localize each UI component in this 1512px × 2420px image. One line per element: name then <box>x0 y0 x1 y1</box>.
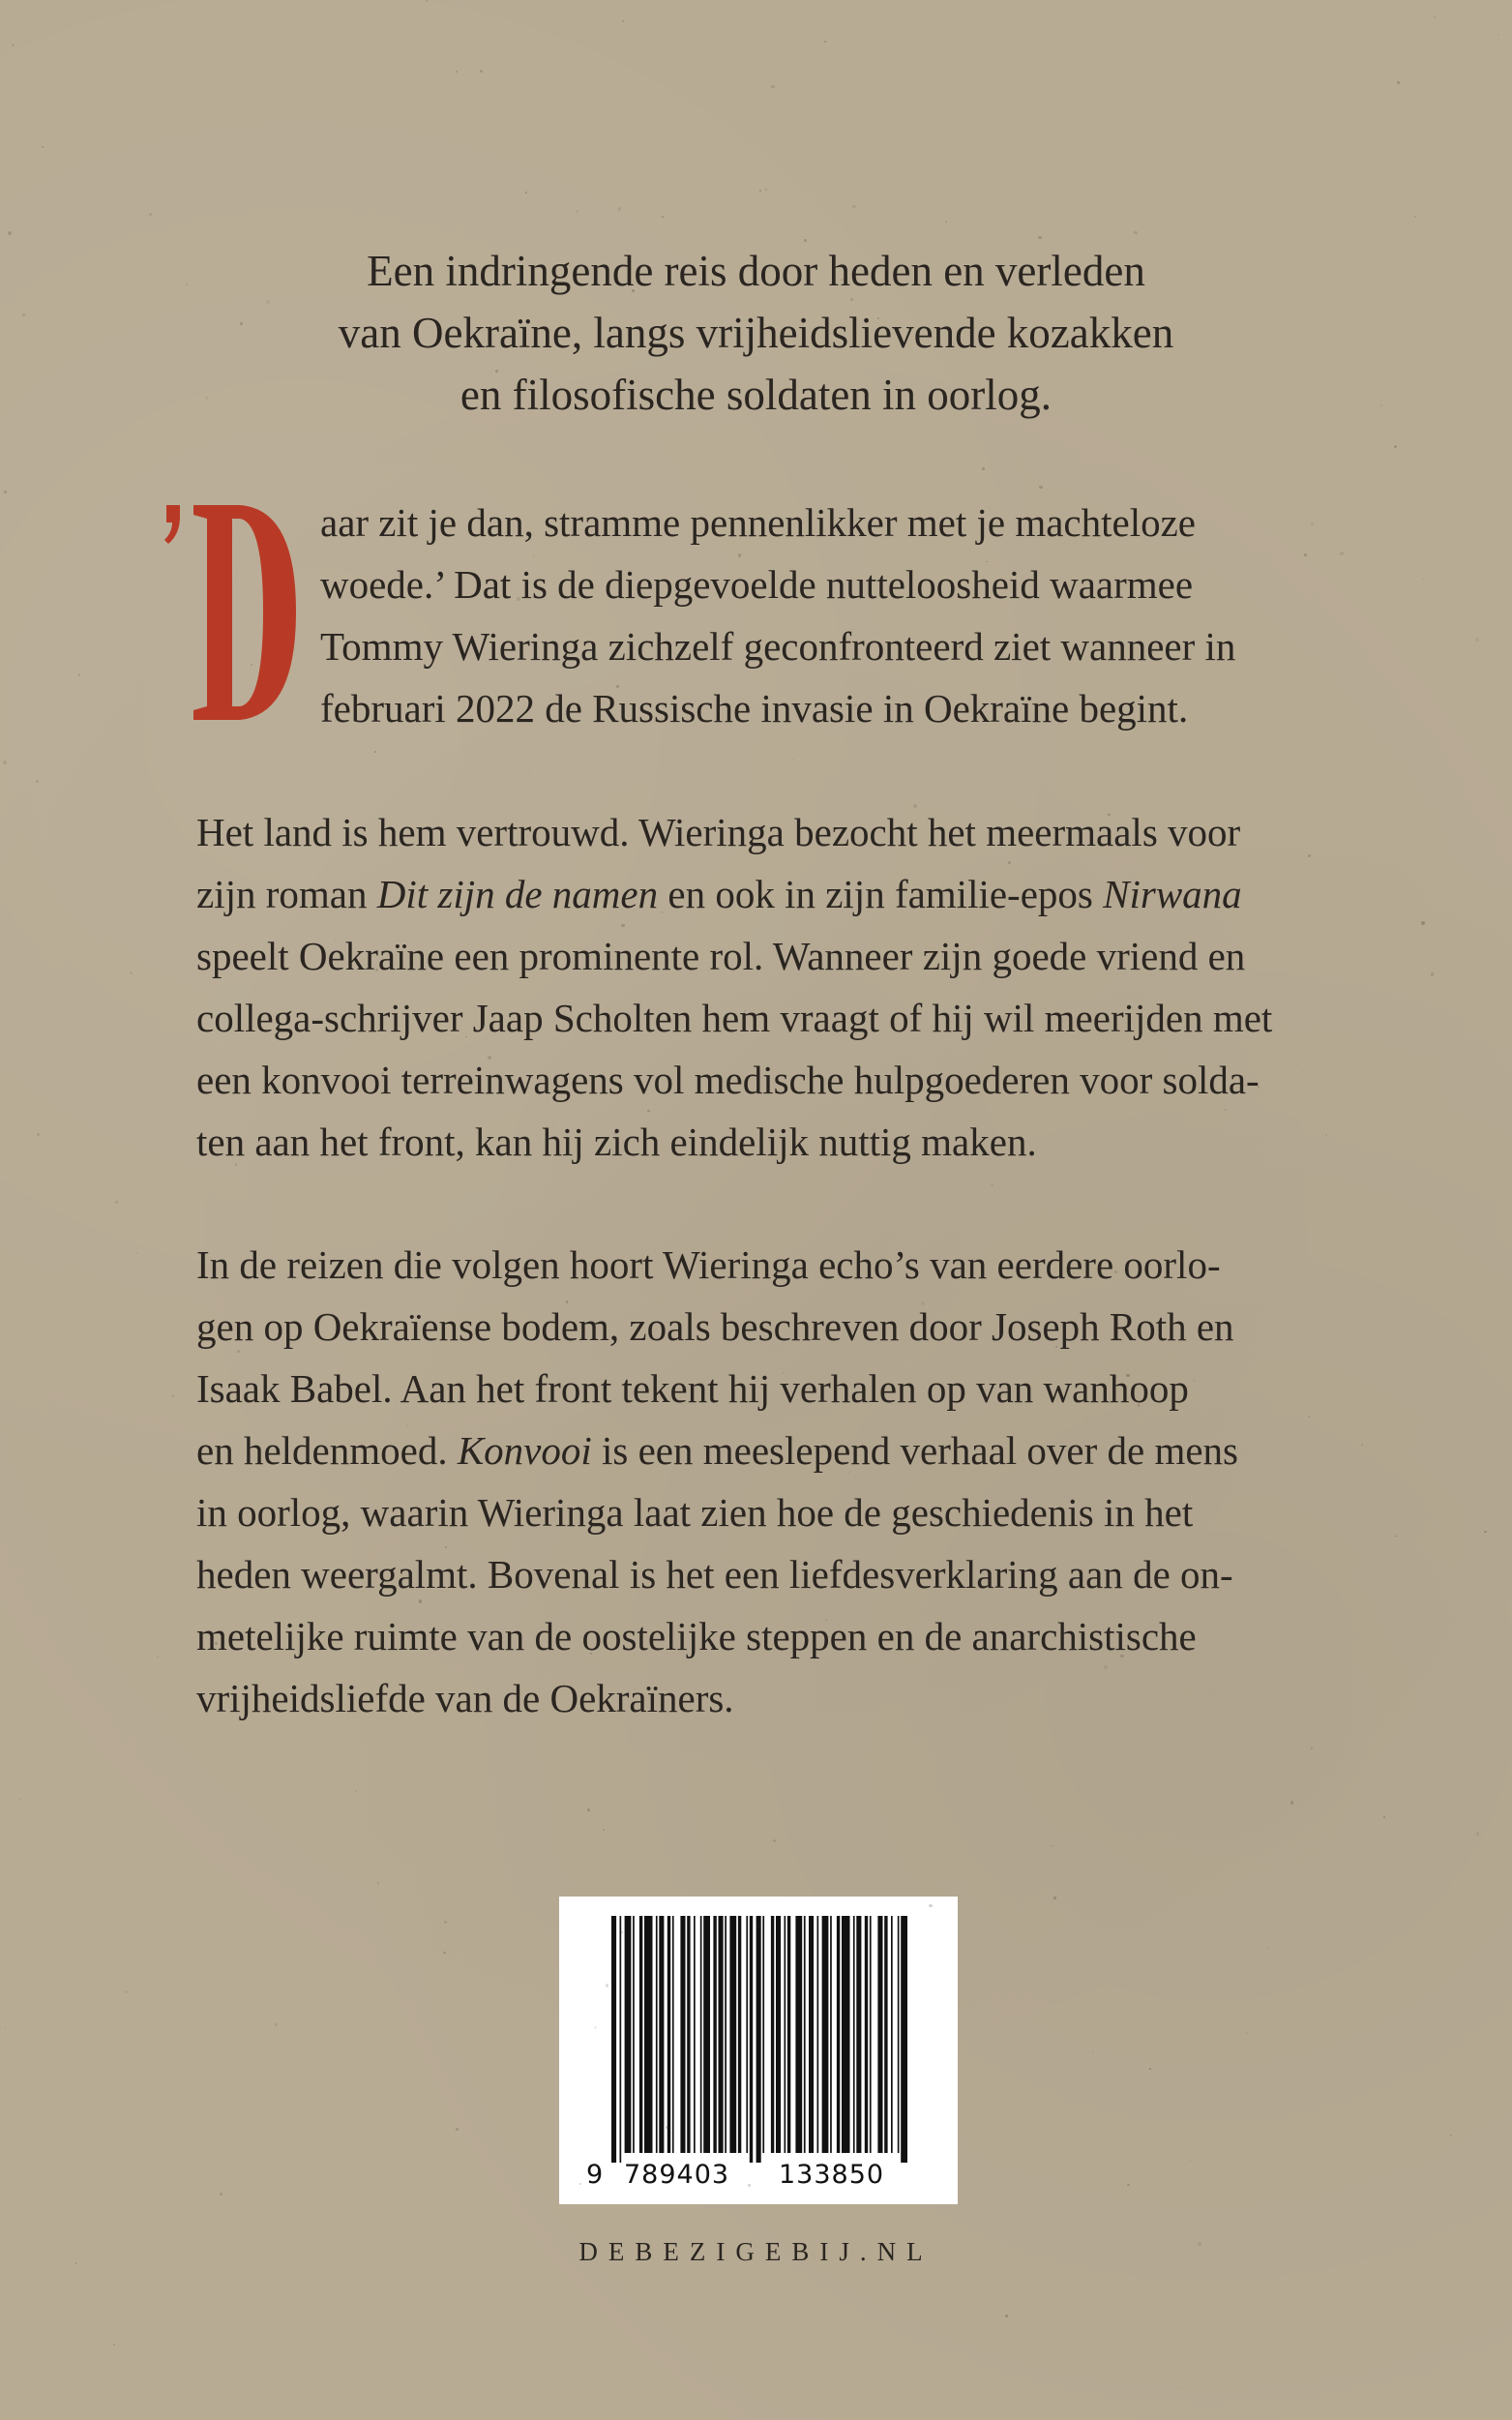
paragraph-line <box>196 1419 1328 1481</box>
paper-speck <box>991 1183 993 1186</box>
barcode-bar <box>725 1916 726 2153</box>
paper-speck <box>945 221 947 223</box>
paper-speck <box>603 1829 606 1832</box>
paper-speck <box>804 239 807 242</box>
paper-speck <box>75 2262 77 2264</box>
paper-speck <box>1497 34 1499 36</box>
paper-speck <box>553 1125 554 1126</box>
paper-speck <box>725 160 726 162</box>
paper-speck <box>1484 1531 1487 1534</box>
paper-speck <box>1423 579 1425 581</box>
paper-speck <box>419 1599 422 1602</box>
paper-speck <box>8 231 12 235</box>
paper-speck <box>1051 1845 1052 1847</box>
paper-speck <box>1092 2050 1093 2051</box>
book-title-nirwana: Nirwana <box>1103 872 1242 916</box>
paper-speck <box>587 1808 590 1811</box>
paper-speck <box>982 467 985 470</box>
paper-speck <box>666 2126 668 2129</box>
paper-speck <box>355 1790 357 1792</box>
paper-speck <box>135 1252 137 1254</box>
paper-speck <box>1311 1748 1313 1749</box>
barcode-bar <box>898 1916 900 2153</box>
barcode-bar <box>750 1916 753 2163</box>
paper-speck <box>1383 1816 1385 1818</box>
paper-speck <box>480 70 483 73</box>
paper-speck <box>172 1395 174 1397</box>
paper-speck <box>1246 2032 1249 2035</box>
barcode-bar <box>771 1916 774 2153</box>
paper-speck <box>529 773 531 775</box>
barcode-bar <box>746 1916 748 2153</box>
paragraph-1 <box>196 801 1328 1173</box>
paper-speck <box>765 189 767 191</box>
barcode-digit-first: 9 <box>586 2160 604 2190</box>
paper-speck <box>42 146 44 148</box>
tagline <box>222 240 1290 426</box>
barcode-bar <box>611 1916 616 2163</box>
paper-speck <box>242 228 243 229</box>
paper-speck <box>19 1799 20 1800</box>
paper-speck <box>130 971 133 974</box>
paper-speck <box>318 1927 319 1928</box>
paper-speck <box>235 1163 237 1165</box>
paper-speck <box>1126 1374 1130 1378</box>
barcode-bar <box>680 1916 685 2153</box>
text-run: en ook in zijn familie-epos <box>658 872 1104 916</box>
paper-speck <box>205 397 208 400</box>
paragraph-line <box>196 863 1328 925</box>
paper-speck <box>1189 2160 1190 2161</box>
barcode-digits <box>559 2160 958 2198</box>
barcode-bar <box>625 1916 632 2153</box>
paper-speck <box>1395 1536 1397 1538</box>
paper-speck <box>791 759 793 761</box>
paper-speck <box>1053 1897 1055 1898</box>
paper-speck <box>759 190 761 192</box>
paper-speck <box>1267 1948 1268 1949</box>
paper-speck <box>220 2193 222 2196</box>
paper-speck <box>4 491 7 493</box>
barcode-bar <box>776 1916 781 2153</box>
paper-speck <box>385 1197 386 1198</box>
barcode-bar <box>837 1916 840 2153</box>
paragraph-2 <box>196 1234 1328 1729</box>
paper-speck <box>1149 2068 1151 2070</box>
paper-speck <box>577 210 579 213</box>
paper-speck <box>443 1952 446 1955</box>
paper-speck <box>22 314 25 316</box>
paper-speck <box>1325 1134 1327 1136</box>
tagline-line: van Oekraïne, langs vrijheidslievende kozakken <box>338 309 1174 357</box>
paper-speck <box>1417 859 1419 861</box>
paragraph-line: Isaak Babel. Aan het front tekent hij verhalen op van wanhoop <box>196 1366 1189 1411</box>
barcode-bar <box>853 1916 855 2153</box>
paper-speck <box>1431 972 1435 976</box>
paper-speck <box>525 192 527 194</box>
paper-speck <box>1397 81 1400 84</box>
barcode-bar <box>830 1916 832 2153</box>
paper-speck <box>115 1201 118 1204</box>
barcode-bar <box>729 1916 736 2153</box>
barcode-bar <box>877 1916 882 2153</box>
paper-speck <box>1476 1832 1479 1835</box>
barcode-bar <box>703 1916 710 2153</box>
publisher-url: DEBEZIGEBIJ.NL <box>578 2237 934 2266</box>
barcode-bar <box>804 1916 806 2153</box>
text-run: zijn roman <box>196 872 377 916</box>
paper-speck <box>757 1924 761 1927</box>
paper-speck <box>730 1105 731 1106</box>
paper-speck <box>680 1824 681 1825</box>
paper-speck <box>1038 236 1041 239</box>
paper-speck <box>377 1882 379 1884</box>
barcode-bar <box>884 1916 887 2153</box>
paper-speck <box>456 71 458 73</box>
book-title-konvooi: Konvooi <box>457 1428 592 1473</box>
text-run: is een meeslepend verhaal over de mens <box>591 1428 1239 1473</box>
barcode-bar <box>756 1916 761 2163</box>
paper-speck <box>1361 1444 1363 1446</box>
paper-speck <box>488 1056 491 1060</box>
barcode-bar <box>842 1916 850 2153</box>
paper-speck <box>841 279 843 281</box>
paper-speck <box>618 1641 619 1642</box>
paper-speck <box>125 1990 129 1994</box>
barcode-digits-right: 133850 <box>779 2160 885 2190</box>
paper-speck <box>1104 1665 1107 1668</box>
paper-speck <box>616 685 619 688</box>
paper-speck <box>622 20 624 22</box>
paper-speck <box>1225 1109 1227 1111</box>
paper-speck <box>566 1300 568 1302</box>
barcode-bar <box>738 1916 741 2153</box>
paper-speck <box>1258 1086 1260 1088</box>
barcode-bar <box>659 1916 664 2153</box>
paper-speck <box>824 41 826 43</box>
paper-speck <box>1421 921 1425 925</box>
paper-speck <box>426 0 428 2</box>
paper-speck <box>1311 523 1314 525</box>
tagline-line: en filosofische soldaten in oorlog. <box>460 371 1052 419</box>
barcode-bar <box>713 1916 716 2153</box>
barcode-bar <box>762 1916 764 2153</box>
paper-speck <box>803 1630 805 1632</box>
barcode-bar <box>817 1916 819 2153</box>
paper-speck <box>374 751 376 753</box>
paper-speck <box>375 584 377 586</box>
paper-speck <box>744 1010 745 1011</box>
paper-speck <box>1475 638 1479 642</box>
barcode-bar <box>700 1916 702 2153</box>
book-title-dit-zijn-de-namen: Dit zijn de namen <box>376 872 659 916</box>
paragraph-line: In de reizen die volgen hoort Wieringa echo’s van eerdere oorlo- <box>196 1242 1221 1287</box>
dropcap-glyph-icon <box>163 495 298 728</box>
paper-speck <box>78 673 80 675</box>
paper-speck <box>275 2023 278 2026</box>
paper-speck <box>186 284 188 285</box>
paper-speck <box>621 924 625 928</box>
paper-speck <box>444 1921 447 1924</box>
barcode-bar <box>856 1916 861 2153</box>
lead-line: februari 2022 de Russische invasie in Oekraïne begint. <box>320 686 1189 731</box>
paper-speck <box>1290 1801 1294 1805</box>
paper-speck <box>783 1372 785 1374</box>
paper-speck <box>216 354 217 355</box>
paper-speck <box>1198 2242 1201 2246</box>
paper-speck <box>1450 2135 1452 2136</box>
barcode-bar <box>687 1916 690 2153</box>
paper-speck <box>845 1701 846 1702</box>
barcode-bar <box>656 1916 658 2153</box>
paper-speck <box>418 831 421 834</box>
paragraph-line: speelt Oekraïne een prominente rol. Wanneer zijn goede vriend en <box>196 934 1246 978</box>
paper-speck <box>1127 2184 1130 2187</box>
paper-speck <box>456 2128 460 2132</box>
dropcap-d <box>163 495 298 728</box>
paper-speck <box>1380 404 1382 406</box>
paragraph-line: een konvooi terreinwagens vol medische hulpgoederen voor solda- <box>196 1058 1260 1102</box>
paper-speck <box>738 553 741 556</box>
paper-speck <box>157 1656 159 1658</box>
paper-speck <box>1434 16 1436 18</box>
paper-speck <box>590 1653 592 1655</box>
paper-speck <box>1321 199 1322 200</box>
paper-speck <box>113 2344 115 2345</box>
paper-speck <box>661 911 663 913</box>
paper-speck <box>1005 2315 1007 2316</box>
paragraph-line: Het land is hem vertrouwd. Wieringa bezocht het meermaals voor <box>196 810 1241 854</box>
paper-speck <box>56 197 58 199</box>
paper-speck <box>1478 1074 1480 1076</box>
barcode-bar <box>795 1916 802 2153</box>
barcode-bar <box>787 1916 790 2153</box>
paper-speck <box>850 298 853 301</box>
barcode-bar <box>620 1916 622 2163</box>
barcode-bar <box>672 1916 674 2153</box>
paragraph-line: in oorlog, waarin Wieringa laat zien hoe de geschiedenis in het <box>196 1490 1194 1535</box>
paper-speck <box>445 1546 446 1547</box>
paper-speck <box>5 2028 7 2030</box>
paper-speck <box>618 207 621 210</box>
barcode-bar <box>719 1916 724 2153</box>
paper-speck <box>662 216 665 219</box>
paper-speck <box>711 224 713 225</box>
paper-speck <box>929 1904 933 1908</box>
paper-speck <box>3 761 7 764</box>
paper-speck <box>12 44 15 46</box>
barcode-bar <box>822 1916 829 2153</box>
paper-speck <box>913 804 917 808</box>
paragraph-line: ten aan het front, kan hij zich eindelijk nuttig maken. <box>196 1120 1037 1164</box>
paper-speck <box>215 1642 218 1645</box>
paper-speck <box>375 969 377 971</box>
paper-speck <box>1414 216 1417 219</box>
paper-speck <box>647 1110 650 1113</box>
barcode-bar <box>694 1916 696 2153</box>
paper-speck <box>517 597 520 601</box>
barcode-bar <box>644 1916 653 2153</box>
paper-speck <box>1138 1404 1141 1407</box>
paper-speck <box>37 1133 40 1136</box>
paper-speck <box>149 213 152 216</box>
paper-speck <box>406 1424 408 1426</box>
barcode-bar <box>870 1916 872 2153</box>
barcode-bar <box>891 1916 893 2153</box>
tagline-line: Een indringende reis door heden en verleden <box>367 247 1145 295</box>
paper-speck <box>852 205 856 209</box>
paper-speck <box>1039 486 1042 489</box>
paper-speck <box>579 2183 581 2185</box>
barcode-bar <box>639 1916 642 2153</box>
barcode-bar <box>901 1916 907 2163</box>
isbn-barcode <box>559 1897 958 2204</box>
paragraph-line: heden weergalmt. Bovenal is het een liefdesverklaring aan de on- <box>196 1552 1233 1597</box>
paper-speck <box>1340 552 1344 555</box>
paragraph-line: vrijheidsliefde van de Oekraïners. <box>196 1676 734 1720</box>
paper-speck <box>1134 231 1138 235</box>
paper-speck <box>771 85 775 89</box>
barcode-bars-icon <box>559 1897 958 2163</box>
paper-speck <box>1180 2388 1181 2389</box>
paragraph-line: gen op Oekraïense bodem, zoals beschreven door Joseph Roth en <box>196 1304 1234 1349</box>
paragraph-line: metelijke ruimte van de oostelijke steppen en de anarchistische <box>196 1614 1197 1658</box>
lead-paragraph <box>320 492 1326 739</box>
barcode-bar <box>667 1916 670 2153</box>
paper-speck <box>830 2169 832 2171</box>
paper-speck <box>1394 445 1397 448</box>
paper-speck <box>36 780 39 783</box>
paper-speck <box>773 1839 776 1842</box>
barcode-bar <box>633 1916 635 2153</box>
paragraph-line: collega-schrijver Jaap Scholten hem vraagt of hij wil meerijden met <box>196 996 1273 1040</box>
barcode-bar <box>809 1916 814 2153</box>
lead-line: woede.’ Dat is de diepgevoelde nutteloosheid waarmee <box>320 562 1194 607</box>
paper-speck <box>251 664 252 665</box>
lead-line: aar zit je dan, stramme pennenlikker met je machteloze <box>320 500 1197 545</box>
paper-speck <box>495 370 498 373</box>
barcode-digits-left: 789403 <box>624 2160 730 2190</box>
lead-line: Tommy Wieringa zichzelf geconfronteerd ziet wanneer in <box>320 624 1236 669</box>
paper-speck <box>921 1301 924 1304</box>
barcode-bar <box>785 1916 786 2153</box>
paper-speck <box>1120 1655 1124 1658</box>
text-run: en heldenmoed. <box>196 1428 458 1473</box>
barcode-bar <box>865 1916 868 2153</box>
